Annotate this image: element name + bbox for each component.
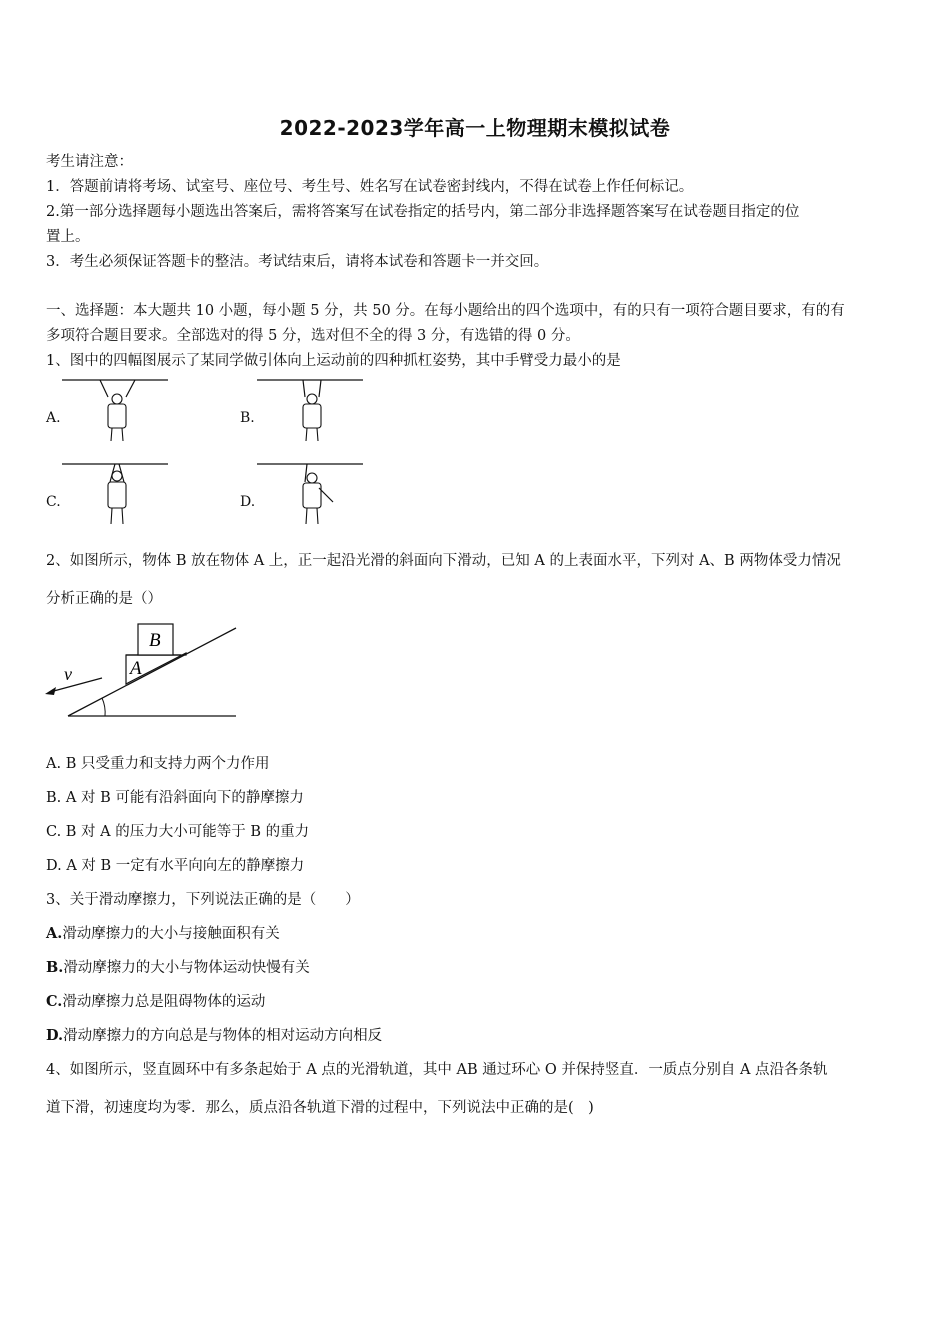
q2-option-a[interactable]: A. B 只受重力和支持力两个力作用 — [46, 756, 270, 772]
velocity-arrow — [50, 678, 102, 692]
question-3-stem: 3、关于滑动摩擦力，下列说法正确的是（ ） — [46, 892, 360, 908]
q3-option-c[interactable] — [46, 992, 265, 1012]
q1-option-c-label[interactable]: C. — [46, 494, 61, 510]
q1-option-b-label[interactable]: B. — [240, 410, 255, 426]
notice-heading: 考生请注意： — [46, 154, 133, 170]
q1-figure-c — [60, 458, 170, 528]
q3-option-d[interactable] — [46, 1026, 382, 1046]
page-title: 2022-2023学年高一上物理期末模拟试卷 — [279, 116, 671, 140]
q3-option-a-letter: A. — [46, 925, 63, 942]
question-2-stem-1: 2、如图所示，物体 B 放在物体 A 上，正一起沿光滑的斜面向下滑动，已知 A 的上表面水平，下列对 A、B 两物体受力情况 — [46, 553, 841, 569]
q1-figure-b — [255, 375, 365, 445]
question-2-stem-2: 分析正确的是（） — [46, 591, 162, 607]
block-b-label: B — [149, 630, 161, 651]
question-4-stem-1: 4、如图所示，竖直圆环中有多条起始于 A 点的光滑轨道，其中 AB 通过环心 O 并保持竖直．一质点分别自 A 点沿各条轨 — [46, 1062, 828, 1078]
q1-option-d-label[interactable]: D. — [240, 494, 256, 510]
q3-option-a-text: 滑动摩擦力的大小与接触面积有关 — [62, 926, 280, 942]
q3-option-c-letter: C. — [46, 993, 63, 1010]
velocity-label: v — [64, 664, 72, 684]
block-a-label: A — [130, 658, 142, 679]
q3-option-b[interactable] — [46, 958, 310, 978]
q3-option-d-letter: D. — [46, 1027, 64, 1044]
q1-figure-a — [60, 375, 170, 445]
q3-option-b-letter: B. — [46, 959, 64, 976]
q3-option-c-text: 滑动摩擦力总是阻碍物体的运动 — [62, 994, 266, 1010]
q1-figure-d — [255, 458, 365, 528]
question-4-stem-2: 道下滑，初速度均为零．那么，质点沿各轨道下滑的过程中，下列说法中正确的是( ) — [46, 1100, 594, 1116]
section-line-1: 一、选择题：本大题共 10 小题，每小题 5 分，共 50 分。在每小题给出的四个选项中，有的只有一项符合题目要求，有的有 — [46, 303, 845, 319]
q1-option-a-label[interactable]: A. — [46, 410, 61, 426]
q2-option-d[interactable]: D. A 对 B 一定有水平向向左的静摩擦力 — [46, 858, 305, 874]
q3-option-a[interactable] — [46, 924, 280, 944]
q2-incline-figure — [40, 618, 245, 723]
q3-option-b-text: 滑动摩擦力的大小与物体运动快慢有关 — [63, 960, 310, 976]
notice-item-1: 1．答题前请将考场、试室号、座位号、考生号、姓名写在试卷密封线内，不得在试卷上作任何标记。 — [46, 179, 694, 195]
section-line-2: 多项符合题目要求。全部选对的得 5 分，选对但不全的得 3 分，有选错的得 0 分。 — [46, 328, 580, 344]
q2-option-b[interactable]: B. A 对 B 可能有沿斜面向下的静摩擦力 — [46, 790, 304, 806]
notice-item-2: 2.第一部分选择题每小题选出答案后，需将答案写在试卷指定的括号内，第二部分非选择题答案写在试卷题目指定的位 — [46, 204, 800, 220]
notice-item-2-cont: 置上。 — [46, 229, 90, 245]
q3-option-d-text: 滑动摩擦力的方向总是与物体的相对运动方向相反 — [63, 1028, 383, 1044]
notice-item-3: 3．考生必须保证答题卡的整洁。考试结束后，请将本试卷和答题卡一并交回。 — [46, 254, 549, 270]
q2-option-c[interactable]: C. B 对 A 的压力大小可能等于 B 的重力 — [46, 824, 310, 840]
question-1-stem: 1、图中的四幅图展示了某同学做引体向上运动前的四种抓杠姿势，其中手臂受力最小的是 — [46, 353, 621, 369]
